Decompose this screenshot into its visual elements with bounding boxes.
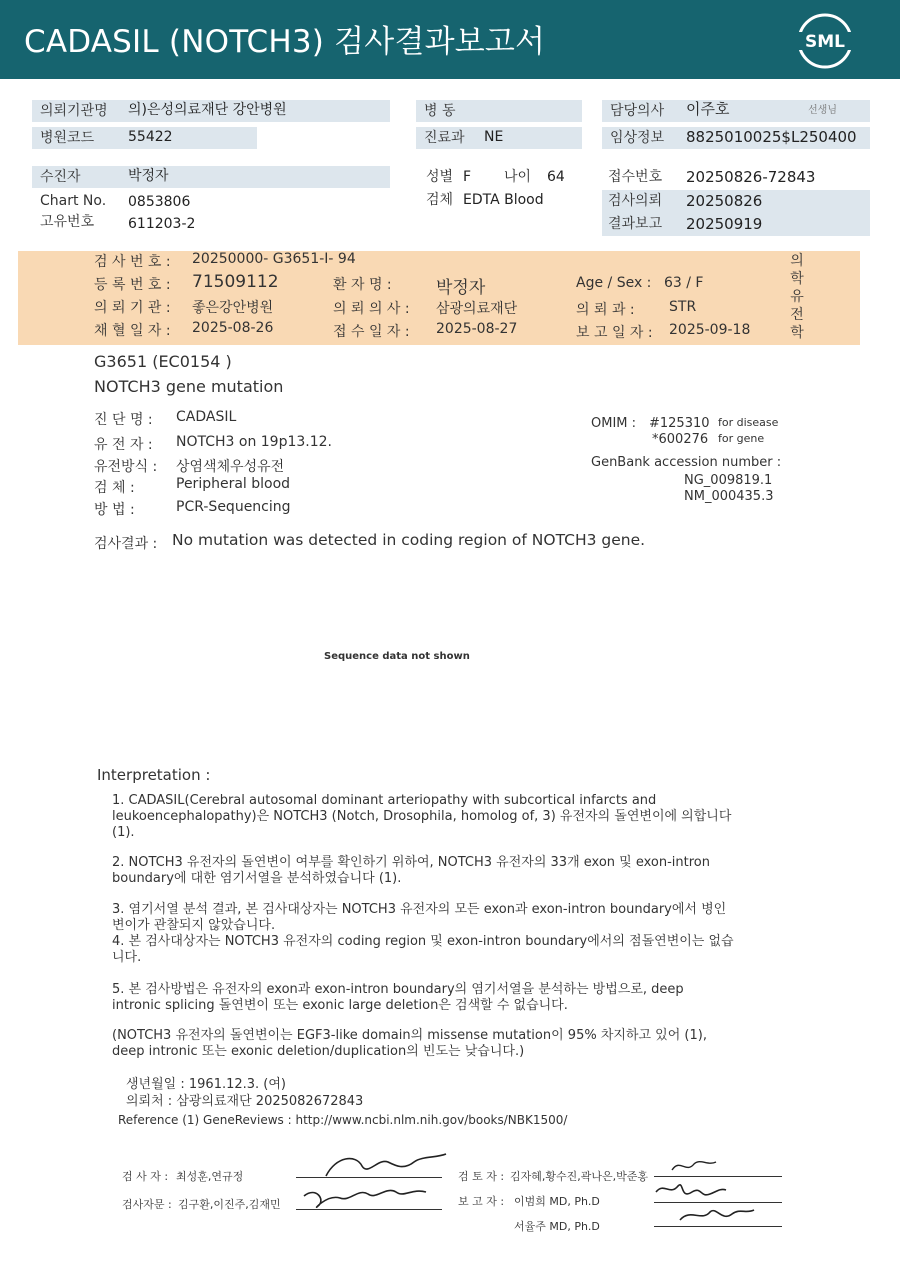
result-value: No mutation was detected in coding region of NOTCH3 gene. bbox=[172, 531, 646, 549]
test-code: G3651 (EC0154 ) bbox=[94, 352, 232, 371]
tester-signature bbox=[296, 1148, 456, 1218]
accession-label: 접수번호 bbox=[608, 169, 663, 185]
reference-line: Reference (1) GeneReviews : http://www.ncbi.nlm.nih.gov/books/NBK1500/ bbox=[118, 1113, 568, 1127]
genbank1-value: NG_009819.1 bbox=[684, 473, 773, 488]
interpretation-title: Interpretation : bbox=[97, 766, 211, 784]
reviewer-value: 김자혜,황수진,곽나은,박준홍 bbox=[510, 1170, 649, 1183]
test-request-value: 20250826 bbox=[686, 192, 763, 210]
doctor-value: 이주호 bbox=[686, 100, 730, 118]
method-value: PCR-Sequencing bbox=[176, 499, 291, 515]
inherit-label: 유전방식 : bbox=[94, 459, 158, 475]
age-value: 64 bbox=[547, 169, 565, 185]
omim1-note: for disease bbox=[718, 416, 779, 429]
uid-label: 고유번호 bbox=[40, 214, 95, 230]
reviewer-reporter-signatures bbox=[650, 1152, 780, 1232]
hospital-code-label: 병원코드 bbox=[40, 130, 95, 146]
doctor-label: 담당의사 bbox=[610, 103, 665, 119]
test-no-value: 20250000- G3651-I- 94 bbox=[192, 251, 356, 267]
result-label: 검사결과 : bbox=[94, 536, 158, 552]
req-dept-value: STR bbox=[669, 299, 697, 315]
reg-no-label: 등 록 번 호 : bbox=[94, 277, 171, 293]
uid-value: 611203-2 bbox=[128, 216, 196, 232]
chart-label: Chart No. bbox=[40, 193, 107, 209]
result-report-value: 20250919 bbox=[686, 215, 763, 233]
req-dept-label: 의 뢰 과 : bbox=[576, 302, 635, 318]
diag-value: CADASIL bbox=[176, 409, 237, 425]
reporter1-value: 이범희 MD, Ph.D bbox=[514, 1195, 600, 1208]
ward-label: 병 동 bbox=[424, 103, 456, 119]
patient-name-value: 박정자 bbox=[436, 278, 486, 298]
test-name: NOTCH3 gene mutation bbox=[94, 377, 284, 396]
reg-no-value: 71509112 bbox=[192, 272, 279, 292]
omim2-value: *600276 bbox=[652, 432, 709, 447]
omim2-note: for gene bbox=[718, 432, 765, 445]
advisor-value: 김구환,이진주,김재민 bbox=[178, 1198, 281, 1211]
omim-label: OMIM : bbox=[591, 416, 637, 431]
request-org-value: 의)은성의료재단 강안병원 bbox=[128, 102, 287, 118]
gene-label: 유 전 자 : bbox=[94, 437, 153, 453]
specimen2-label: 검 체 : bbox=[94, 480, 135, 496]
test-request-label: 검사의뢰 bbox=[608, 193, 663, 209]
client-line: 의뢰처 : 삼광의료재단 2025082672843 bbox=[126, 1094, 364, 1109]
receive-value: 2025-08-27 bbox=[436, 321, 518, 337]
sex-label: 성별 bbox=[426, 169, 454, 185]
hospital-code-value: 55422 bbox=[128, 129, 173, 145]
patient-label: 수진자 bbox=[40, 169, 81, 185]
receive-label: 접 수 일 자 : bbox=[333, 324, 410, 340]
sex-value: F bbox=[463, 169, 472, 185]
age-label: 나이 bbox=[504, 169, 532, 185]
inherit-value: 상염색체우성유전 bbox=[176, 459, 285, 475]
interpretation-3-4: 3. 염기서열 분석 결과, 본 검사대상자는 NOTCH3 유전자의 모든 exon과 exon-intron boundary에서 병인 변이가 관찰되지 않았습니다. 4. 본 검사대상자는 NOTCH3 유전자의 coding region 및 exon-intron boundary에서의 점돌연변이는 없습 니다. bbox=[112, 902, 734, 965]
patient-row bbox=[32, 166, 390, 188]
req-org-value: 좋은강안병원 bbox=[192, 300, 274, 316]
collect-label: 채 혈 일 자 : bbox=[94, 323, 171, 339]
interpretation-5: 5. 본 검사방법은 유전자의 exon과 exon-intron boundary의 염기서열을 분석하는 방법으로, deep intronic splicing 돌연변이 또는 exonic large deletion은 검색할 수 없습니다. bbox=[112, 982, 684, 1013]
interpretation-6: (NOTCH3 유전자의 돌연변이는 EGF3-like domain의 missense mutation이 95% 차지하고 있어 (1), deep intronic 또는 exonic deletion/duplication의 빈도는 낮습니다.) bbox=[112, 1028, 707, 1059]
test-no-label: 검 사 번 호 : bbox=[94, 254, 171, 270]
advisor-label: 검사자문 : bbox=[122, 1198, 172, 1211]
diag-label: 진 단 명 : bbox=[94, 412, 153, 428]
reviewer-label: 검 토 자 : bbox=[458, 1170, 505, 1183]
reporter2-value: 서율주 MD, Ph.D bbox=[514, 1220, 600, 1233]
method-label: 방 법 : bbox=[94, 502, 135, 518]
result-report-label: 결과보고 bbox=[608, 216, 663, 232]
reporter-label: 보 고 자 : bbox=[458, 1195, 505, 1208]
request-org-label: 의뢰기관명 bbox=[40, 103, 108, 119]
specimen2-value: Peripheral blood bbox=[176, 476, 291, 492]
interpretation-1: 1. CADASIL(Cerebral autosomal dominant arteriopathy with subcortical infarcts and leukoencephalopathy)은 NOTCH3 (Notch, Drosophila, homolog of, 3) 유전자의 돌연변이에 의합니다 (1). bbox=[112, 793, 732, 840]
genbank2-value: NM_000435.3 bbox=[684, 489, 774, 504]
tester-value: 최성훈,연규정 bbox=[176, 1170, 244, 1183]
specimen-label: 검체 bbox=[426, 192, 454, 208]
req-org-label: 의 뢰 기 관 : bbox=[94, 300, 171, 316]
report-value: 2025-09-18 bbox=[669, 322, 751, 338]
report-header bbox=[0, 0, 900, 79]
patient-value: 박정자 bbox=[128, 168, 169, 184]
dept-label: 진료과 bbox=[424, 130, 465, 146]
genbank-label: GenBank accession number : bbox=[591, 455, 782, 470]
report-title: CADASIL (NOTCH3) 검사결과보고서 bbox=[24, 24, 546, 60]
doctor-suffix: 선생님 bbox=[808, 105, 837, 116]
specimen-value: EDTA Blood bbox=[463, 192, 544, 208]
accession-value: 20250826-72843 bbox=[686, 168, 816, 186]
tester-label: 검 사 자 : bbox=[122, 1170, 169, 1183]
interpretation-2: 2. NOTCH3 유전자의 돌연변이 여부를 확인하기 위하여, NOTCH3 유전자의 33개 exon 및 exon-intron boundary에 대한 염기서열을 분석하였습니다 (1). bbox=[112, 855, 710, 886]
clinical-label: 임상정보 bbox=[610, 130, 665, 146]
dept-vertical-label: 의학유전학 bbox=[790, 253, 804, 341]
collect-value: 2025-08-26 bbox=[192, 320, 274, 336]
patient-name-label: 환 자 명 : bbox=[333, 277, 392, 293]
logo-text: SML bbox=[805, 32, 845, 52]
gene-value: NOTCH3 on 19p13.12. bbox=[176, 434, 333, 450]
birth-line: 생년월일 : 1961.12.3. (여) bbox=[126, 1077, 287, 1092]
dept-value: NE bbox=[484, 129, 504, 145]
clinical-value: 8825010025$L250400 bbox=[686, 128, 857, 146]
sequence-note: Sequence data not shown bbox=[324, 651, 470, 662]
age-sex-value: 63 / F bbox=[664, 275, 704, 291]
sml-logo bbox=[796, 12, 854, 70]
omim1-value: #125310 bbox=[649, 416, 710, 431]
report-label: 보 고 일 자 : bbox=[576, 325, 653, 341]
req-doc-value: 삼광의료재단 bbox=[436, 301, 518, 317]
ward-row bbox=[416, 100, 582, 122]
req-doc-label: 의 뢰 의 사 : bbox=[333, 301, 410, 317]
chart-value: 0853806 bbox=[128, 194, 191, 210]
age-sex-label: Age / Sex : bbox=[576, 275, 652, 291]
